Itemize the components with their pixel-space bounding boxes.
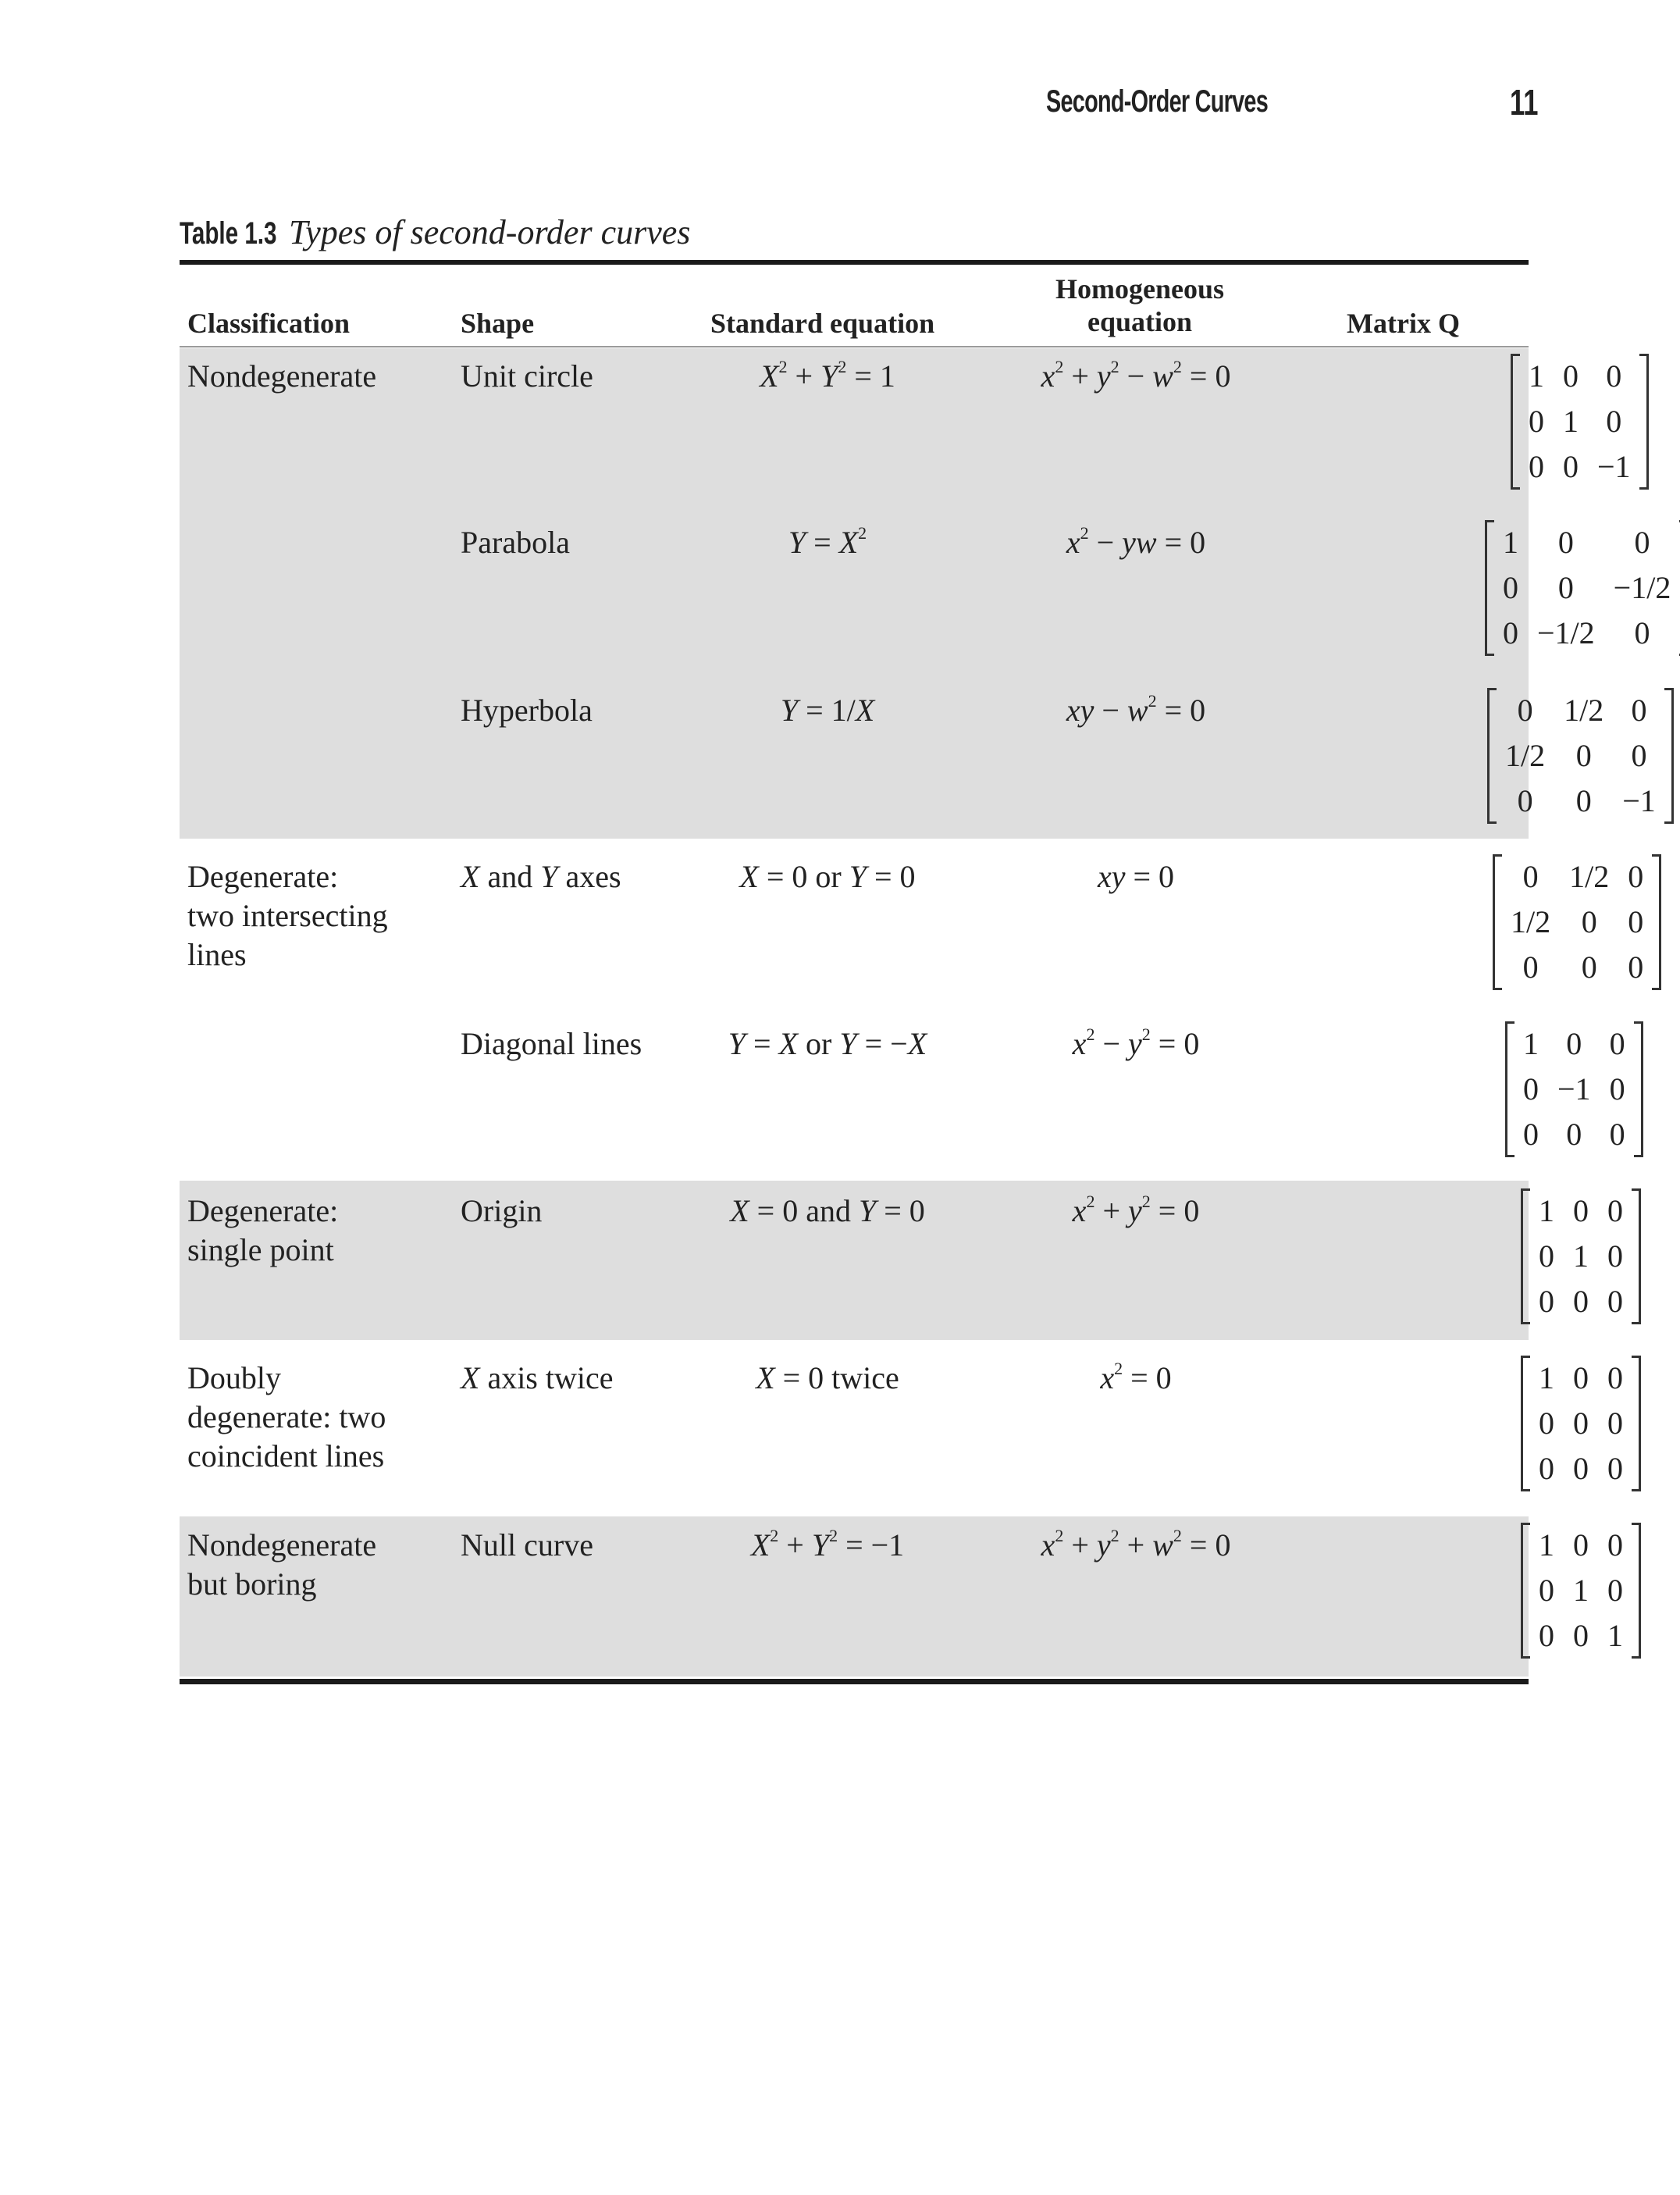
shape-cell: Diagonal lines [461,1026,642,1061]
matrix-entry: 0 [1573,1451,1589,1486]
matrix-entry: 0 [1523,1071,1539,1106]
matrix-entry: 0 [1607,1573,1623,1608]
matrix-table [1496,688,1665,824]
standard-equation-cell: $Y = X^2$ [788,523,867,560]
matrix-entry: 0 [1503,570,1518,605]
standard-equation-cell: X = 0 or Y = 0 [739,859,916,894]
matrix-entry: 0 [1607,1360,1623,1395]
shape-cell: Null curve [461,1527,593,1563]
shape-cell: X and Y axes [461,859,621,894]
matrix-table [1493,520,1680,656]
bracket-right [1639,354,1649,490]
matrix-entry: 1 [1529,358,1544,394]
classification-cell: Doubly degenerate: two coincident lines [187,1360,386,1473]
bracket-right [1664,688,1674,824]
matrix-entry: 1/2 [1511,904,1551,939]
matrix-entry: 1 [1573,1238,1589,1274]
standard-equation-cell: Y = X or Y = −X [728,1026,927,1061]
standard-equation-cell: $X^2 + Y^2 = -1$ [750,1526,905,1563]
matrix-table [1529,1356,1632,1491]
matrix-entry: 1 [1563,404,1579,439]
matrix-entry: 0 [1581,950,1597,985]
matrix-entry: 0 [1609,1071,1625,1106]
matrix-table [1529,1188,1632,1324]
matrix-entry: 0 [1557,525,1574,560]
homogeneous-equation-cell: $x^2 + y^2 + w^2 = 0$ [1041,1526,1231,1563]
classification-cell: Nondegenerate but boring [187,1527,377,1602]
matrix-entry: 1/2 [1505,738,1546,773]
matrix-entry: 0 [1539,1284,1554,1319]
table-caption [180,212,690,259]
classification-cell: Degenerate: two intersecting lines [187,859,388,972]
matrix-entry: 0 [1529,449,1544,484]
homogeneous-equation-cell: $x^2 + y^2 - w^2 = 0$ [1041,357,1231,394]
matrix-entry: 0 [1631,693,1647,728]
bracket-left [1485,520,1494,656]
page-number: 11 [1510,82,1539,123]
matrix-entry: 0 [1566,1026,1582,1061]
table-header [180,269,1529,346]
matrix-entry: 0 [1607,1238,1623,1274]
matrix-entry: 0 [1517,783,1533,818]
bracket-left [1487,688,1497,824]
standard-equation-cell: $X^2 + Y^2 = 1$ [760,357,895,394]
standard-equation-cell: X = 0 and Y = 0 [730,1193,925,1228]
band-nondegenerate [180,348,1529,839]
matrix-entry: 0 [1607,1193,1623,1228]
matrix-entry: 1 [1539,1193,1554,1228]
header-homogeneous-line1: Homogeneous [1055,273,1224,305]
shape-cell: Origin [461,1193,543,1228]
matrix-entry: 1 [1539,1527,1554,1563]
matrix-entry: 0 [1573,1284,1589,1319]
matrix-entry: 0 [1563,358,1579,394]
shape-cell: Parabola [461,525,570,560]
bracket-left [1493,854,1502,990]
running-head [0,84,1680,131]
matrix-entry: 0 [1522,950,1539,985]
matrix-entry: 0 [1539,1406,1554,1441]
matrix-q [1493,854,1661,990]
bracket-left [1505,1021,1514,1157]
matrix-table [1529,1523,1632,1659]
classification-cell: Degenerate: single point [187,1193,339,1267]
matrix-table [1514,1021,1635,1157]
matrix-entry: 0 [1539,1573,1554,1608]
matrix-entry: 0 [1529,404,1544,439]
classification-cell: Nondegenerate [187,358,377,394]
matrix-entry: 0 [1573,1360,1589,1395]
matrix-entry: 0 [1573,1406,1589,1441]
matrix-entry: 0 [1517,693,1533,728]
matrix-entry: 0 [1607,1527,1623,1563]
matrix-table [1519,354,1640,490]
matrix-entry: 1/2 [1569,859,1610,894]
matrix-table [1501,854,1653,990]
bracket-left [1521,1188,1530,1324]
matrix-q [1511,354,1649,490]
bracket-left [1521,1356,1530,1491]
homogeneous-equation-cell: $x^2 + y^2 = 0$ [1072,1192,1200,1228]
homogeneous-equation-cell: $x^2 = 0$ [1100,1359,1172,1395]
header-matrix: Matrix Q [1347,308,1460,339]
caption-title: Types of second-order curves [289,213,691,251]
shape-cell: Hyperbola [461,693,593,728]
matrix-q [1521,1356,1641,1491]
matrix-entry: 0 [1634,615,1650,650]
matrix-entry: 0 [1563,449,1579,484]
matrix-entry: 1 [1539,1360,1554,1395]
matrix-entry: 0 [1573,1618,1589,1653]
matrix-entry: 0 [1523,1117,1539,1152]
matrix-entry: 1 [1503,525,1518,560]
header-rule [180,346,1529,347]
matrix-entry: 0 [1573,1527,1589,1563]
matrix-q [1485,520,1680,656]
header-classification: Classification [187,308,351,339]
matrix-entry: −1 [1622,783,1656,818]
homogeneous-equation-cell: xy − $w^2 = 0$ [1066,691,1206,728]
matrix-entry: 0 [1607,1284,1623,1319]
matrix-entry: 0 [1606,404,1622,439]
matrix-q [1521,1188,1641,1324]
matrix-entry: −1/2 [1613,570,1671,605]
matrix-entry: 0 [1539,1238,1554,1274]
matrix-entry: 0 [1607,1451,1623,1486]
matrix-entry: 0 [1631,738,1647,773]
matrix-entry: 0 [1634,525,1650,560]
matrix-entry: 0 [1607,1406,1623,1441]
bracket-right [1632,1523,1641,1659]
standard-equation-cell: X = 0 twice [756,1360,899,1395]
matrix-entry: 0 [1566,1117,1582,1152]
matrix-entry: 0 [1628,950,1644,985]
matrix-entry: 0 [1539,1451,1554,1486]
caption-label: Table 1.3 [180,216,277,251]
matrix-entry: 1 [1523,1026,1539,1061]
bracket-right [1652,854,1661,990]
matrix-entry: −1/2 [1537,615,1595,650]
matrix-entry: 0 [1609,1117,1625,1152]
matrix-entry: −1 [1557,1071,1591,1106]
matrix-q [1505,1021,1643,1157]
bracket-left [1511,354,1520,490]
bracket-left [1521,1523,1530,1659]
header-homogeneous-line2: equation [1087,306,1193,337]
header-homogeneous-equation [1023,273,1257,338]
matrix-entry: 0 [1606,358,1622,394]
matrix-entry: 0 [1628,859,1644,894]
matrix-entry: −1 [1597,449,1631,484]
standard-equation-cell: Y = 1/X [780,693,875,728]
matrix-entry: 1 [1607,1618,1623,1653]
matrix-q [1487,688,1674,824]
matrix-entry: 0 [1575,738,1592,773]
header-standard-equation: Standard equation [710,308,935,339]
matrix-entry: 0 [1503,615,1518,650]
matrix-entry: 0 [1609,1026,1625,1061]
matrix-entry: 0 [1573,1193,1589,1228]
bracket-right [1634,1021,1643,1157]
matrix-entry: 0 [1557,570,1574,605]
matrix-entry: 0 [1628,904,1644,939]
matrix-entry: 0 [1522,859,1539,894]
matrix-entry: 0 [1539,1618,1554,1653]
homogeneous-equation-cell: xy = 0 [1097,859,1175,894]
homogeneous-equation-cell: $x^2 - y^2 = 0$ [1072,1024,1200,1061]
matrix-entry: 1/2 [1564,693,1604,728]
running-title: Second-Order Curves [1046,84,1269,119]
matrix-entry: 1 [1573,1573,1589,1608]
homogeneous-equation-cell: $x^2$ − yw = 0 [1066,523,1206,560]
matrix-entry: 0 [1575,783,1592,818]
shape-cell: Unit circle [461,358,593,394]
matrix-entry: 0 [1581,904,1597,939]
bracket-right [1632,1356,1641,1491]
bracket-right [1632,1188,1641,1324]
top-rule [180,260,1529,265]
bottom-rule [180,1679,1529,1684]
matrix-q [1521,1523,1641,1659]
header-shape: Shape [461,308,535,339]
shape-cell: X axis twice [461,1360,614,1395]
